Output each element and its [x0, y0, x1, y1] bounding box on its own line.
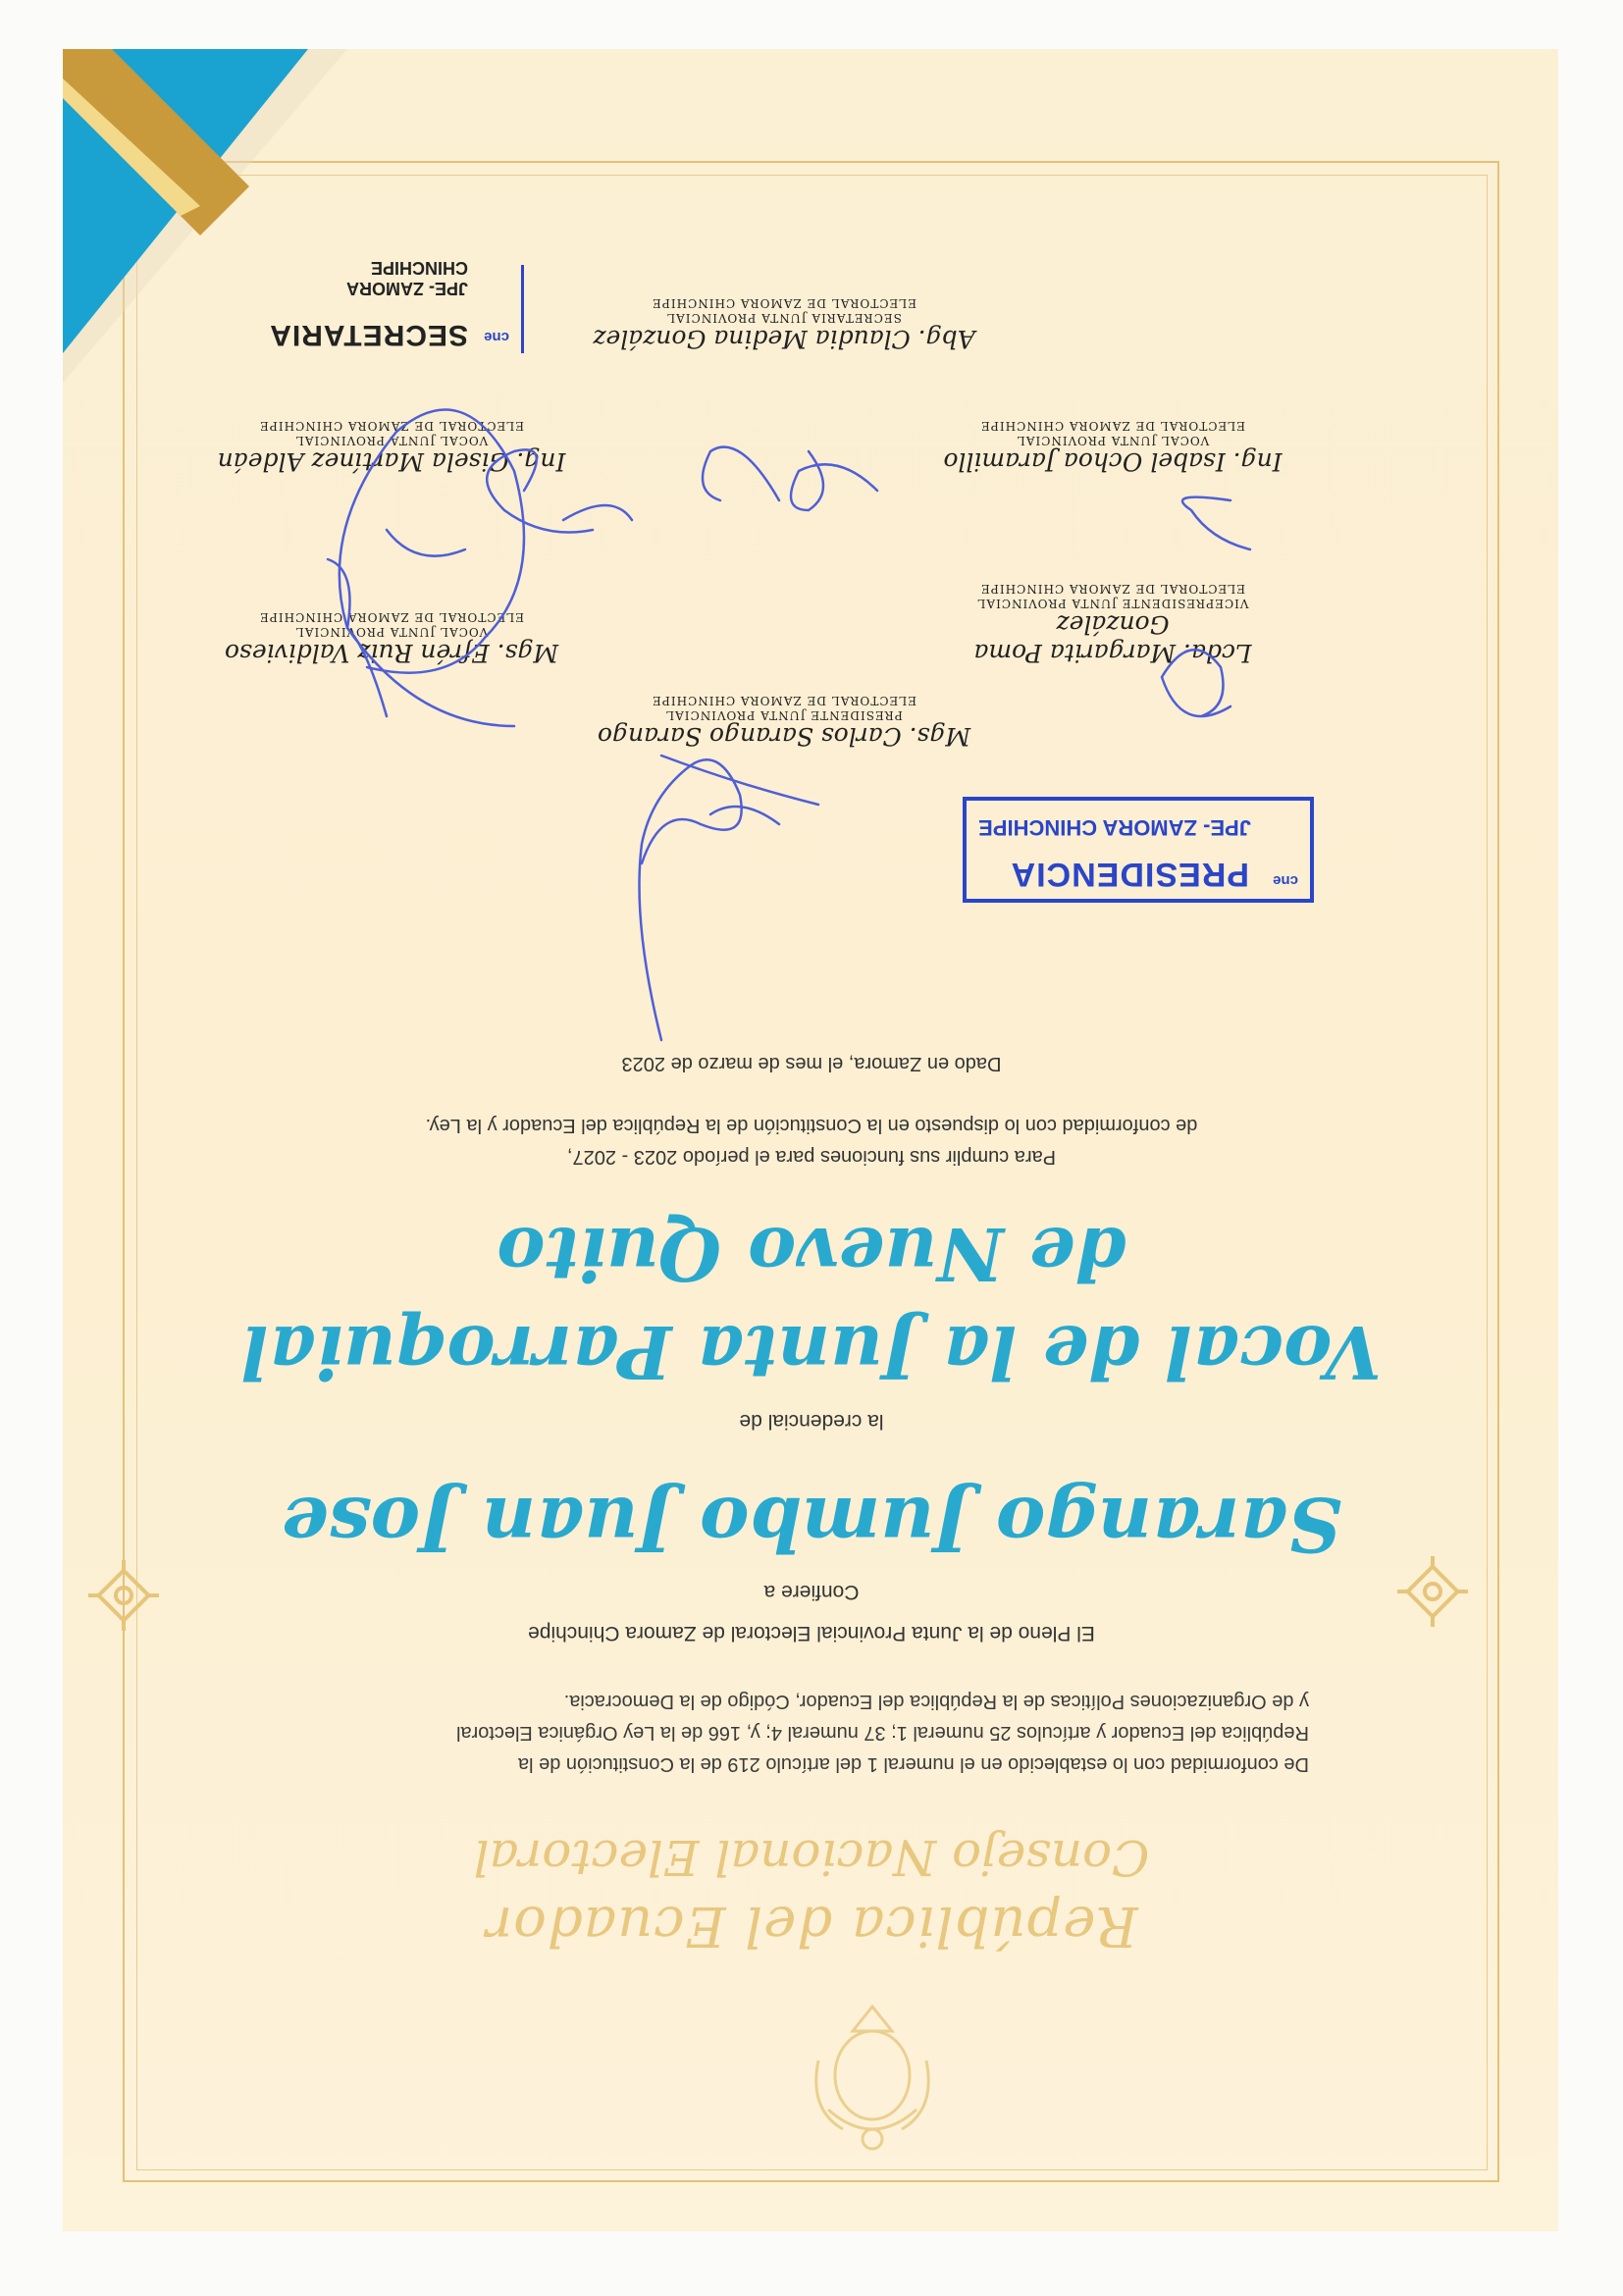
signatory-role: VOCAL JUNTA PROVINCIAL [1016, 434, 1210, 447]
signatory-role: VICEPRESIDENTE JUNTA PROVINCIAL [976, 597, 1249, 610]
given-date-text: Dado en Zamora, el mes de marzo de 2023 [621, 1053, 1002, 1074]
signatory-name: Ing. Gisela Martínez Aldeán [217, 447, 566, 476]
position-title-line2: de Nuevo Quito [497, 1211, 1126, 1295]
signatory-secretary [588, 295, 980, 353]
signatory-name: Mgs. Efrén Ruiz Valdivieso [224, 639, 559, 667]
signatory-role: ELECTORAL DE ZAMORA CHINCHIPE [980, 582, 1245, 596]
period-text: Para cumplir sus funciones para el período 2023 - 2027, [566, 1146, 1057, 1168]
recipient-name: Sarango Jumbo Juan Jose [281, 1481, 1342, 1568]
signatory-role: PRESIDENTE JUNTA PROVINCIAL [665, 708, 903, 722]
signatory-role: VOCAL JUNTA PROVINCIAL [294, 625, 489, 639]
signatory-vocal-2 [916, 418, 1309, 476]
signatory-role: SECRETARIA JUNTA PROVINCIAL [666, 311, 902, 325]
position-title-line1: Vocal de la Junta Parroquial [240, 1309, 1383, 1393]
conformity-text: de conformidad con lo dispuesto en la Constitución de la República del Ecuador y la Ley. [425, 1115, 1198, 1136]
council-title: Consejo Nacional Electoral [473, 1829, 1150, 1886]
signatory-name: Abg. Claudia Medina González [593, 325, 975, 353]
signatory-role: VOCAL JUNTA PROVINCIAL [294, 434, 489, 447]
confers-text: Confiere a [763, 1581, 860, 1603]
signatory-name: Lcda. Margarita Poma González [973, 610, 1252, 667]
legal-basis-text: De conformidad con lo establecido en el numeral 1 del artículo 219 de la Constitución de la República del Ecuador y artículos 25 numeral 1; 37 numeral 4; y, 166 de la Ley Orgánica Electoral y de Organizaciones Políticas de la República del Ecuador, Código de la Democracia. [455, 1691, 1309, 1775]
issuer-text: El Pleno de la Junta Provincial Electoral de Zamora Chinchipe [528, 1622, 1095, 1644]
signatory-name: Mgs. Carlos Sarango Sarango [597, 722, 971, 751]
signatory-role: ELECTORAL DE ZAMORA CHINCHIPE [259, 610, 524, 624]
signatory-vocal-1 [185, 609, 598, 667]
signatory-role: ELECTORAL DE ZAMORA CHINCHIPE [259, 419, 524, 433]
stamp-title: PRESIDENCIA [1010, 856, 1249, 893]
corner-ribbon-icon [63, 49, 347, 383]
signatory-name: Ing. Isabel Ochoa Jaramillo [943, 447, 1283, 476]
signatory-president [588, 693, 980, 751]
stamp-subtitle: JPE- ZAMORA CHINCHIPE [346, 258, 468, 298]
presidencia-stamp [963, 797, 1314, 903]
signatory-role: ELECTORAL DE ZAMORA CHINCHIPE [980, 419, 1245, 433]
signatory-vocal-3 [185, 418, 598, 476]
coat-of-arms-seal-icon [799, 2002, 946, 2168]
republic-title: República del Ecuador [485, 1894, 1138, 1957]
credential-label: la credencial de [739, 1410, 884, 1433]
signatory-vicepresident [916, 581, 1309, 667]
signatory-role: ELECTORAL DE ZAMORA CHINCHIPE [652, 694, 916, 707]
stamp-subtitle: JPE- ZAMORA CHINCHIPE [978, 815, 1251, 840]
stamp-title: SECRETARIA [269, 319, 468, 351]
cne-logo-icon: cne [1273, 872, 1298, 889]
signatory-role: ELECTORAL DE ZAMORA CHINCHIPE [652, 296, 916, 310]
cne-logo-icon: cne [484, 329, 509, 345]
